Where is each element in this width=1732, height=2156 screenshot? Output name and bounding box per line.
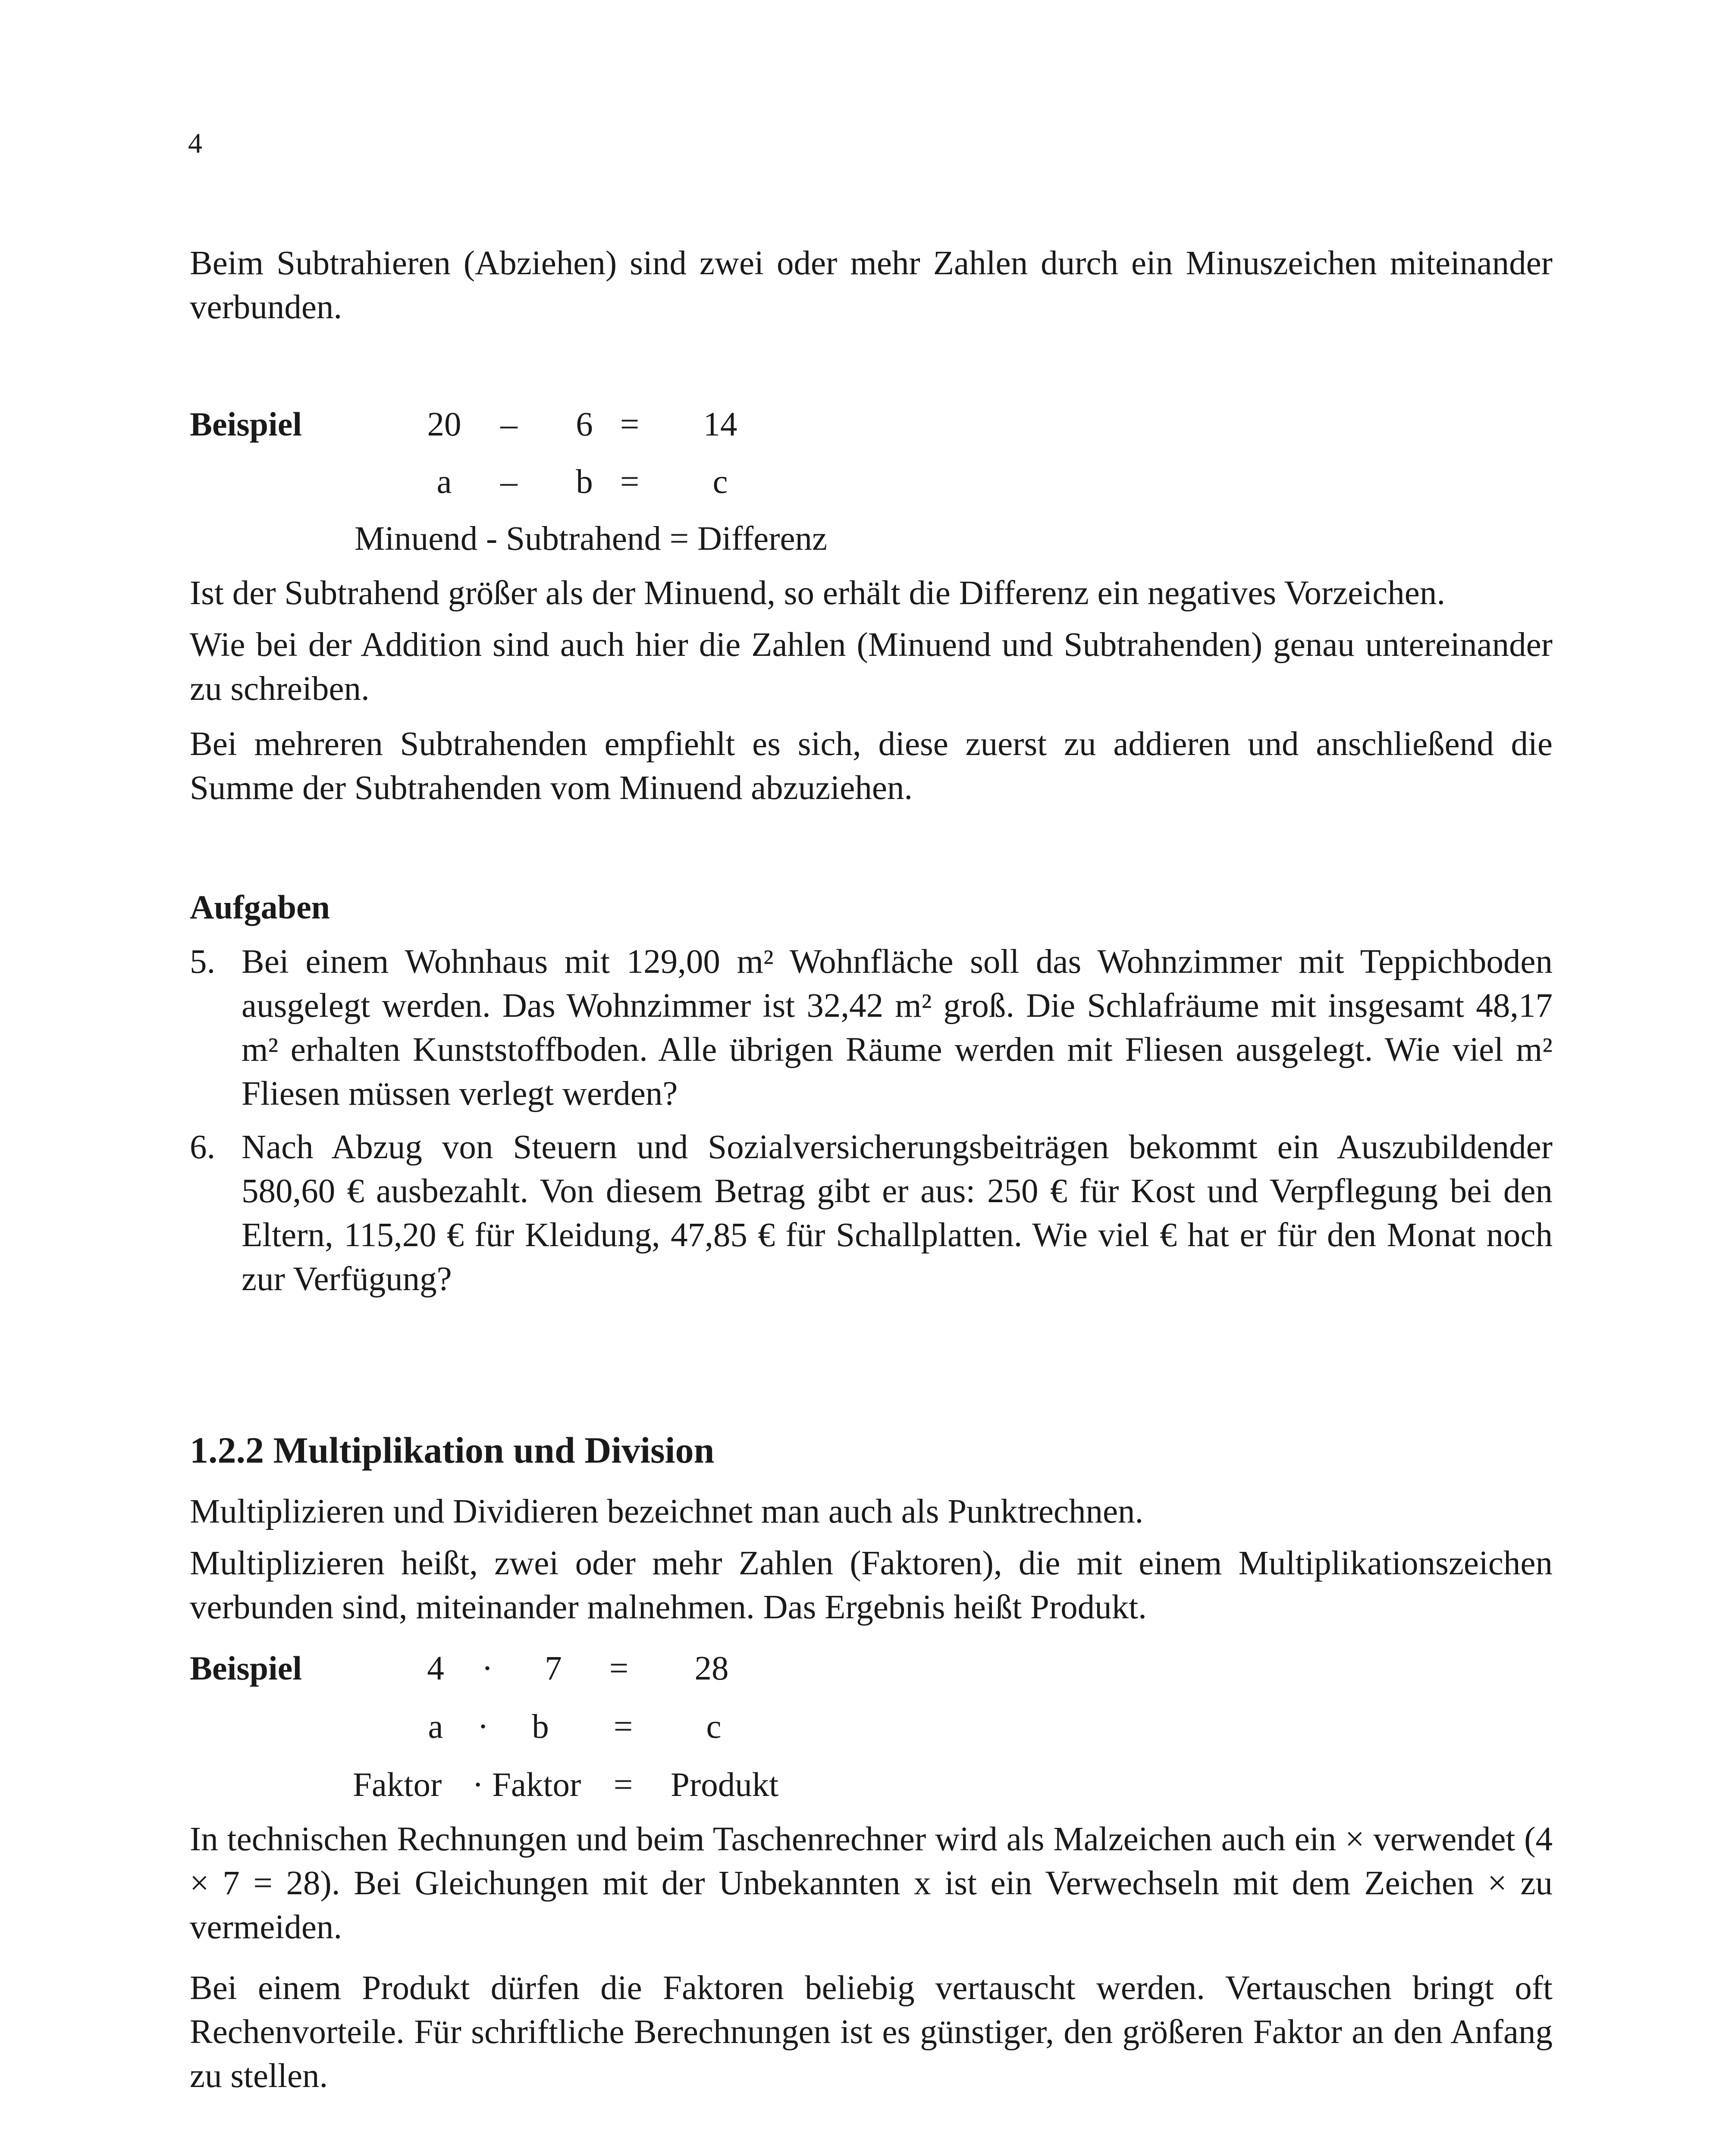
paragraph: Bei mehreren Subtrahenden empfiehlt es sich, diese zuerst zu addieren und anschließend die Summe der Subtrahenden vom Minuend abzuziehen. (190, 725, 1553, 807)
paragraph: Bei einem Produkt dürfen die Faktoren beliebig vertauscht werden. Vertauschen bringt oft Rechenvorteile. Für schriftliche Berechnungen ist es günstiger, den größeren Faktor an den Anfang zu stellen. (190, 1969, 1553, 2095)
example-equals: = (613, 1708, 633, 1745)
example-equals: = (620, 463, 640, 501)
example-label-multiplication: Beispiel (190, 1649, 302, 1687)
example-term: · Faktor (472, 1766, 581, 1804)
subtraction-intro: Beim Subtrahieren (Abziehen) sind zwei oder mehr Zahlen durch ein Minuszeichen miteinander verbunden. (190, 244, 1553, 326)
example-value: 28 (694, 1650, 729, 1687)
page-number: 4 (188, 128, 202, 159)
task-number: 5. (190, 943, 216, 981)
example-variable: b (532, 1708, 549, 1745)
example-operator: – (500, 406, 518, 443)
example-operator: · (477, 1708, 489, 1745)
task-item (190, 940, 1553, 1116)
example-value: 7 (545, 1650, 562, 1687)
example-operator: · (481, 1650, 493, 1687)
paragraph: Ist der Subtrahend größer als der Minuend, so erhält die Differenz ein negatives Vorzeichen. (190, 574, 1446, 612)
example-variable: b (576, 463, 593, 501)
example-equals: = (620, 406, 640, 443)
example-value: 20 (427, 406, 461, 443)
example-value: 4 (427, 1650, 444, 1687)
paragraph: Wie bei der Addition sind auch hier die Zahlen (Minuend und Subtrahenden) genau untereinander zu schreiben. (190, 626, 1553, 708)
example-term: Faktor (353, 1766, 442, 1804)
task-text: Nach Abzug von Steuern und Sozialversicherungsbeiträgen bekommt ein Auszubildender 580,60 € ausbezahlt. Von diesem Betrag gibt er aus: 250 € für Kost und Verpflegung bei den Eltern, 115,20 € für Kleidung, 47,85 € für Schallplatten. Wie viel € hat er für den Monat noch zur Verfügung? (242, 1128, 1553, 1298)
example-variable: a (428, 1708, 443, 1745)
example-variable: c (712, 463, 728, 501)
task-number: 6. (190, 1128, 216, 1166)
example-variable: c (706, 1708, 722, 1745)
tasks-heading: Aufgaben (190, 888, 330, 926)
paragraph: Multiplizieren und Dividieren bezeichnet man auch als Punktrechnen. (190, 1493, 1144, 1530)
task-text: Bei einem Wohnhaus mit 129,00 m² Wohnfläche soll das Wohnzimmer mit Teppichboden ausgelegt werden. Das Wohnzimmer ist 32,42 m² groß. Die Schlafräume mit insgesamt 48,17 m² erhalten Kunststoffboden. Alle übrigen Räume werden mit Fliesen ausgelegt. Wie viel m² Fliesen müssen verlegt werden? (242, 943, 1553, 1112)
paragraph: Multiplizieren heißt, zwei oder mehr Zahlen (Faktoren), die mit einem Multiplikationszeichen verbunden sind, miteinander malnehmen. Das Ergebnis heißt Produkt. (190, 1545, 1553, 1626)
example-equals: = (609, 1650, 629, 1687)
example-equals: = (613, 1766, 633, 1804)
example-label-subtraction: Beispiel (190, 405, 302, 443)
example-caption: Minuend - Subtrahend = Differenz (355, 520, 828, 558)
example-variable: a (436, 463, 452, 501)
example-term: Produkt (671, 1766, 779, 1804)
example-value: 14 (703, 406, 737, 443)
section-heading: 1.2.2 Multiplikation und Division (190, 1429, 715, 1471)
paragraph: In technischen Rechnungen und beim Taschenrechner wird als Malzeichen auch ein × verwendet (4 × 7 = 28). Bei Gleichungen mit der Unbekannten x ist ein Verwechseln mit dem Zeichen × zu vermeiden. (190, 1821, 1553, 1946)
example-value: 6 (576, 406, 593, 443)
example-operator: – (500, 463, 518, 501)
task-item (190, 1125, 1553, 1301)
